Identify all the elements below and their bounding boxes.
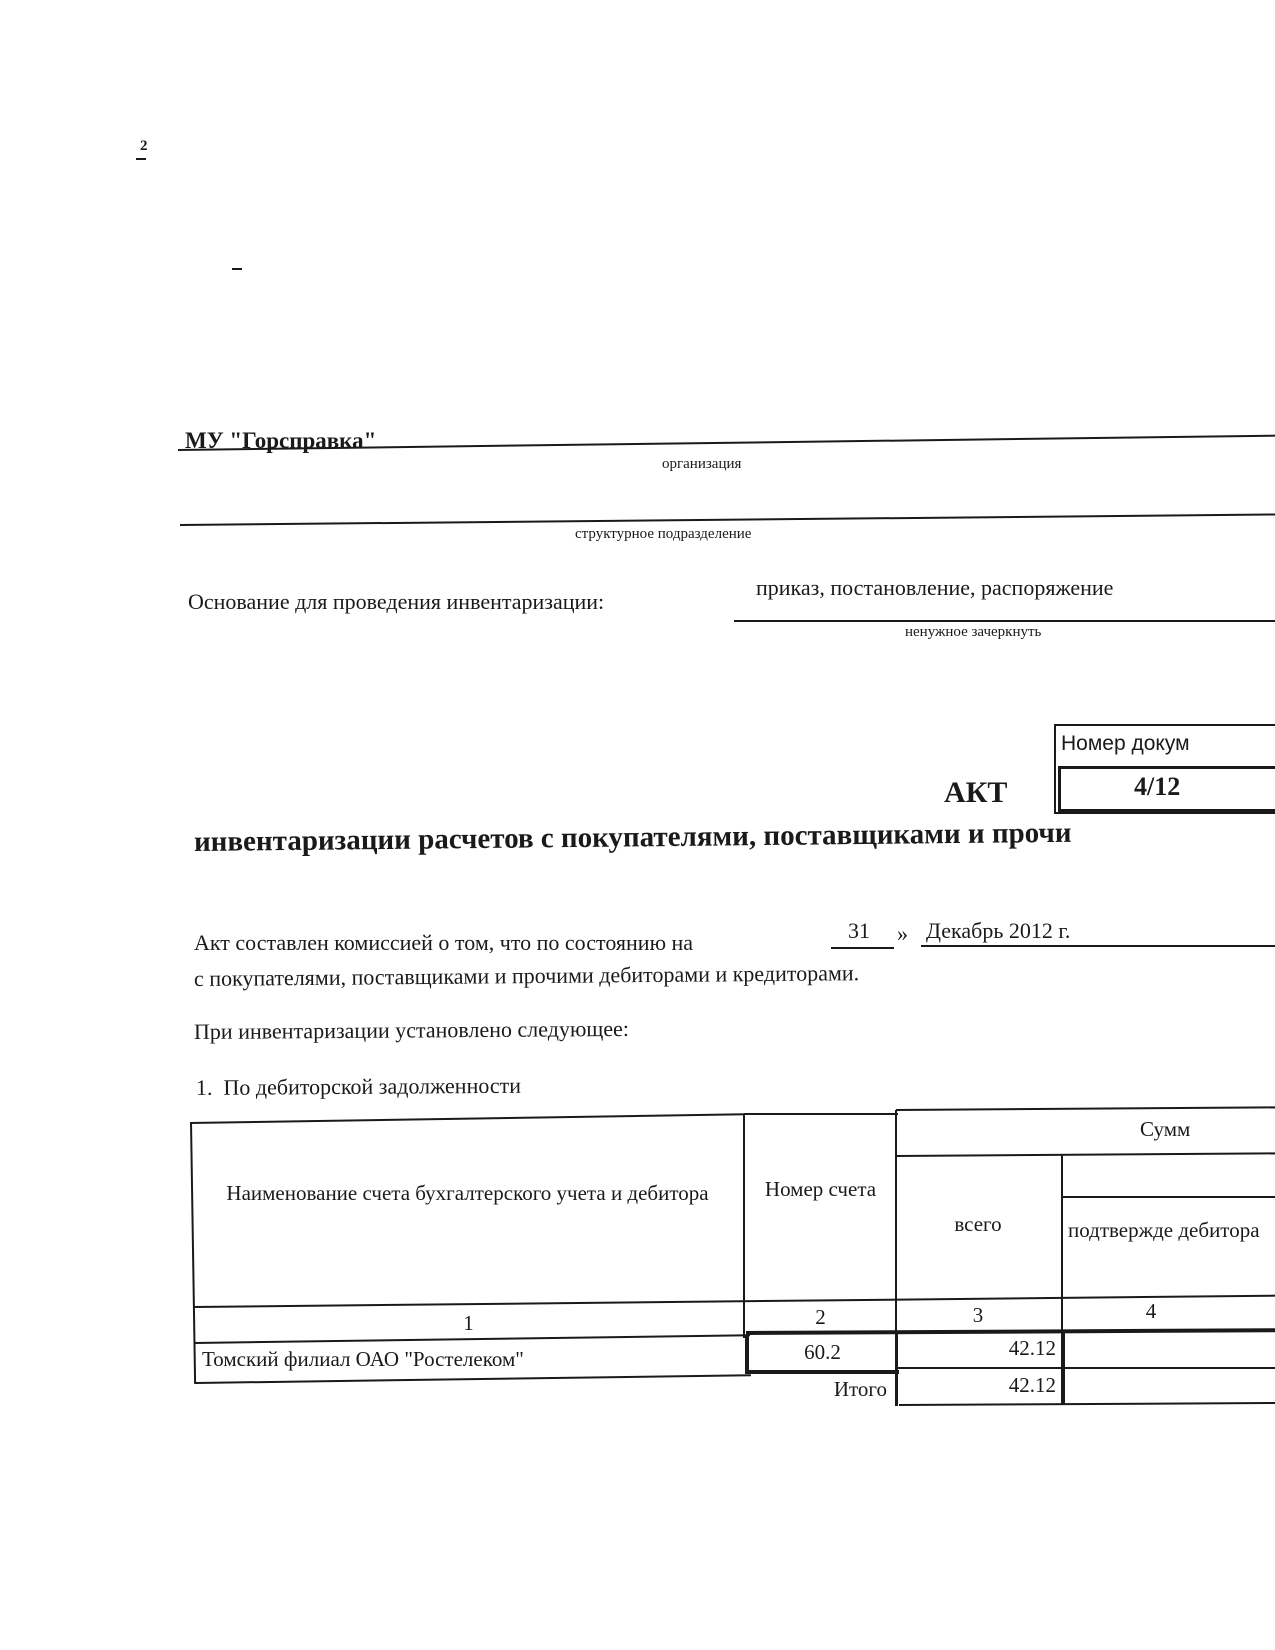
row-account-number: 60.2 bbox=[804, 1340, 841, 1364]
basis-value: приказ, постановление, распоряжение bbox=[756, 575, 1114, 600]
row-debtor-name: Томский филиал ОАО "Ростелеком" bbox=[202, 1347, 524, 1371]
structure-underline bbox=[180, 513, 1275, 526]
header-sum-group: Сумм bbox=[1140, 1117, 1191, 1141]
organization-caption: организация bbox=[662, 456, 742, 472]
total-label: Итого bbox=[833, 1377, 887, 1401]
document-title: АКТ bbox=[944, 776, 1008, 809]
page-mark-underline bbox=[136, 158, 146, 160]
table-data-bottom-left bbox=[196, 1374, 751, 1384]
scan-dash-mark bbox=[232, 268, 242, 270]
table-vline-3-thick bbox=[1061, 1333, 1065, 1405]
statement-prefix: Акт составлен комиссией о том, что по состоянию на bbox=[194, 930, 694, 955]
basis-underline bbox=[734, 620, 1275, 622]
page-number-mark: 2 bbox=[140, 138, 148, 154]
section-number: 1. bbox=[195, 1074, 213, 1100]
basis-caption: ненужное зачеркнуть bbox=[905, 624, 1042, 640]
table-vline-3 bbox=[1061, 1155, 1063, 1335]
statement-day: 31 bbox=[848, 918, 870, 943]
basis-label: Основание для проведения инвентаризации: bbox=[188, 589, 605, 614]
table-vline-1-thick bbox=[745, 1336, 749, 1374]
statement-line-2: с покупателями, поставщиками и прочими дебиторами и кредиторами. bbox=[193, 960, 860, 991]
document-number-label: Номер докум bbox=[1061, 732, 1190, 755]
document-subtitle: инвентаризации расчетов с покупателями, поставщиками и прочи bbox=[193, 816, 1072, 858]
col-number-2: 2 bbox=[815, 1305, 826, 1329]
section-title-text: По дебиторской задолженности bbox=[223, 1072, 522, 1100]
table-total-bottom bbox=[899, 1402, 1275, 1406]
header-account-name: Наименование счета бухгалтерского учета и дебитора bbox=[226, 1181, 709, 1205]
table-data-bottom-right bbox=[898, 1367, 1275, 1369]
col-number-3: 3 bbox=[972, 1303, 984, 1327]
table-subheader-line bbox=[1063, 1196, 1275, 1198]
document-number-value: 4/12 bbox=[1134, 772, 1181, 801]
header-confirmed: подтвержде дебитора bbox=[1068, 1218, 1260, 1242]
table-border-top-right bbox=[896, 1106, 1275, 1111]
header-account-number: Номер счета bbox=[764, 1177, 877, 1201]
total-value: 42.12 bbox=[1008, 1373, 1056, 1397]
table-vline-1 bbox=[743, 1114, 745, 1338]
statement-quote: » bbox=[897, 921, 908, 946]
row-total: 42.12 bbox=[1008, 1336, 1056, 1360]
section-title bbox=[196, 1073, 521, 1101]
date-underline bbox=[921, 945, 1275, 947]
table-border-top-left bbox=[190, 1113, 745, 1124]
table-vline-left bbox=[190, 1122, 196, 1384]
col-number-4: 4 bbox=[1145, 1299, 1157, 1323]
table-data-bottom-account bbox=[746, 1370, 899, 1374]
organization-name: МУ "Горсправка" bbox=[185, 428, 377, 453]
table-vline-2 bbox=[895, 1110, 897, 1336]
table-sum-divider bbox=[896, 1152, 1275, 1157]
table-border-top-mid bbox=[744, 1113, 898, 1115]
statement-date: Декабрь 2012 г. bbox=[926, 918, 1071, 943]
day-underline bbox=[831, 947, 894, 949]
header-total: всего bbox=[954, 1212, 1002, 1236]
col-number-1: 1 bbox=[463, 1311, 474, 1335]
structure-caption: структурное подразделение bbox=[575, 526, 752, 542]
statement-line-3: При инвентаризации установлено следующее: bbox=[193, 1015, 630, 1044]
